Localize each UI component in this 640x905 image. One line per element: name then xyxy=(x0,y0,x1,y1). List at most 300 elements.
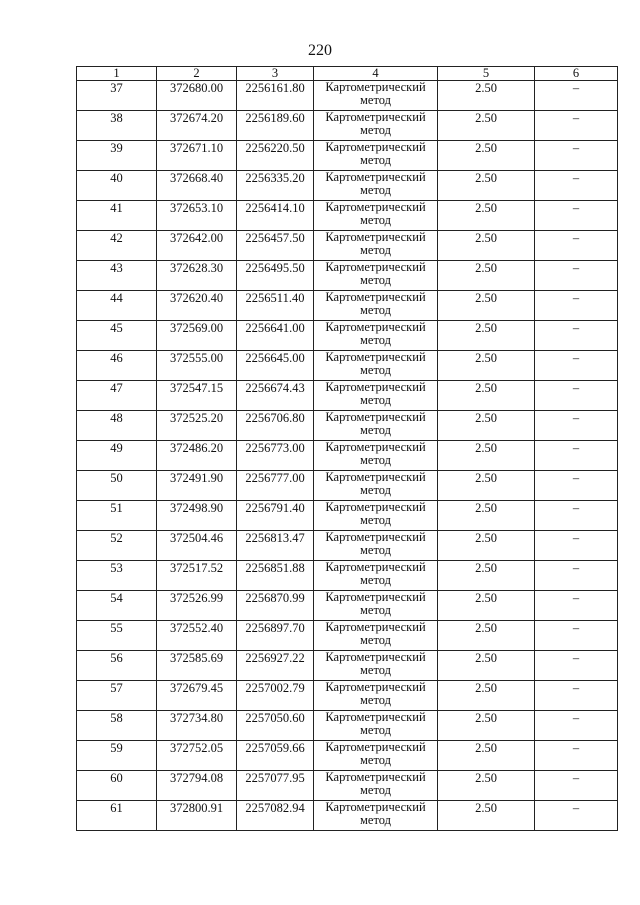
note-cell xyxy=(535,471,618,501)
method-label-line2: метод xyxy=(359,243,391,257)
x-coordinate-cell xyxy=(157,171,237,201)
note-cell xyxy=(535,621,618,651)
point-number-cell-text: 50 xyxy=(110,471,123,485)
point-number-cell xyxy=(77,141,157,171)
accuracy-cell xyxy=(438,171,535,201)
method-label-line2: метод xyxy=(359,183,391,197)
y-coordinate-cell xyxy=(237,561,314,591)
point-number-cell xyxy=(77,381,157,411)
point-number-cell-text: 51 xyxy=(110,501,123,515)
method-label-line2: метод xyxy=(359,543,391,557)
point-number-cell-text: 49 xyxy=(110,441,123,455)
accuracy-cell-text: 2.50 xyxy=(475,381,497,395)
table-row xyxy=(77,351,618,381)
accuracy-cell-text: 2.50 xyxy=(475,201,497,215)
y-coordinate-cell xyxy=(237,201,314,231)
table-row xyxy=(77,471,618,501)
accuracy-cell-text: 2.50 xyxy=(475,171,497,185)
point-number-cell-text: 52 xyxy=(110,531,123,545)
method-label-line1: Картометрический xyxy=(325,380,426,394)
x-coordinate-cell xyxy=(157,801,237,831)
column-header: 2 xyxy=(157,67,237,81)
accuracy-cell xyxy=(438,141,535,171)
note-cell xyxy=(535,801,618,831)
method-cell xyxy=(314,561,438,591)
accuracy-cell-text: 2.50 xyxy=(475,111,497,125)
point-number-cell-text: 55 xyxy=(110,621,123,635)
method-label-line1: Картометрический xyxy=(325,320,426,334)
point-number-cell xyxy=(77,531,157,561)
accuracy-cell-text: 2.50 xyxy=(475,321,497,335)
method-cell xyxy=(314,381,438,411)
y-coordinate-cell xyxy=(237,471,314,501)
x-coordinate-cell-text: 372752.05 xyxy=(169,741,224,755)
y-coordinate-cell xyxy=(237,681,314,711)
method-cell xyxy=(314,411,438,441)
x-coordinate-cell xyxy=(157,81,237,111)
y-coordinate-cell xyxy=(237,621,314,651)
point-number-cell-text: 54 xyxy=(110,591,123,605)
table-row xyxy=(77,651,618,681)
method-label-line2: метод xyxy=(359,393,391,407)
table-row xyxy=(77,561,618,591)
method-label-line2: метод xyxy=(359,213,391,227)
method-label-line1: Картометрический xyxy=(325,230,426,244)
method-label-line1: Картометрический xyxy=(325,650,426,664)
note-cell xyxy=(535,81,618,111)
point-number-cell-text: 59 xyxy=(110,741,123,755)
x-coordinate-cell xyxy=(157,651,237,681)
x-coordinate-cell-text: 372680.00 xyxy=(169,81,224,95)
y-coordinate-cell-text: 2256161.80 xyxy=(245,81,305,95)
y-coordinate-cell-text: 2256414.10 xyxy=(245,201,305,215)
note-cell xyxy=(535,501,618,531)
point-number-cell-text: 60 xyxy=(110,771,123,785)
x-coordinate-cell-text: 372628.30 xyxy=(169,261,224,275)
x-coordinate-cell-text: 372668.40 xyxy=(169,171,224,185)
x-coordinate-cell xyxy=(157,441,237,471)
x-coordinate-cell-text: 372569.00 xyxy=(169,321,224,335)
y-coordinate-cell xyxy=(237,651,314,681)
y-coordinate-cell-text: 2257002.79 xyxy=(245,681,305,695)
method-cell xyxy=(314,711,438,741)
point-number-cell-text: 61 xyxy=(110,801,123,815)
point-number-cell xyxy=(77,291,157,321)
x-coordinate-cell-text: 372526.99 xyxy=(169,591,224,605)
note-cell xyxy=(535,681,618,711)
method-label-line1: Картометрический xyxy=(325,290,426,304)
y-coordinate-cell-text: 2257059.66 xyxy=(245,741,305,755)
table-row xyxy=(77,261,618,291)
accuracy-cell-text: 2.50 xyxy=(475,591,497,605)
x-coordinate-cell-text: 372498.90 xyxy=(169,501,224,515)
accuracy-cell-text: 2.50 xyxy=(475,711,497,725)
accuracy-cell-text: 2.50 xyxy=(475,621,497,635)
point-number-cell xyxy=(77,621,157,651)
x-coordinate-cell xyxy=(157,231,237,261)
method-label-line2: метод xyxy=(359,483,391,497)
x-coordinate-cell xyxy=(157,321,237,351)
point-number-cell-text: 37 xyxy=(110,81,123,95)
note-cell-text: – xyxy=(572,171,580,185)
method-cell xyxy=(314,231,438,261)
y-coordinate-cell xyxy=(237,501,314,531)
accuracy-cell-text: 2.50 xyxy=(475,771,497,785)
method-label-line2: метод xyxy=(359,633,391,647)
y-coordinate-cell xyxy=(237,591,314,621)
y-coordinate-cell xyxy=(237,111,314,141)
table-row xyxy=(77,411,618,441)
accuracy-cell xyxy=(438,801,535,831)
point-number-cell xyxy=(77,81,157,111)
accuracy-cell xyxy=(438,201,535,231)
y-coordinate-cell xyxy=(237,411,314,441)
accuracy-cell xyxy=(438,621,535,651)
y-coordinate-cell xyxy=(237,381,314,411)
accuracy-cell-text: 2.50 xyxy=(475,231,497,245)
x-coordinate-cell xyxy=(157,531,237,561)
x-coordinate-cell-text: 372674.20 xyxy=(169,111,224,125)
point-number-cell-text: 40 xyxy=(110,171,123,185)
point-number-cell-text: 47 xyxy=(110,381,123,395)
method-label-line2: метод xyxy=(359,693,391,707)
note-cell xyxy=(535,411,618,441)
x-coordinate-cell-text: 372585.69 xyxy=(169,651,224,665)
note-cell-text: – xyxy=(572,711,580,725)
note-cell-text: – xyxy=(572,411,580,425)
method-cell xyxy=(314,261,438,291)
note-cell-text: – xyxy=(572,261,580,275)
x-coordinate-cell-text: 372671.10 xyxy=(169,141,224,155)
table-row xyxy=(77,531,618,561)
method-label-line2: метод xyxy=(359,423,391,437)
method-cell xyxy=(314,501,438,531)
accuracy-cell-text: 2.50 xyxy=(475,801,497,815)
note-cell xyxy=(535,741,618,771)
accuracy-cell xyxy=(438,471,535,501)
accuracy-cell-text: 2.50 xyxy=(475,681,497,695)
method-label-line1: Картометрический xyxy=(325,500,426,514)
method-label-line2: метод xyxy=(359,513,391,527)
point-number-cell xyxy=(77,231,157,261)
y-coordinate-cell-text: 2256927.22 xyxy=(245,651,305,665)
method-cell xyxy=(314,801,438,831)
method-cell xyxy=(314,681,438,711)
accuracy-cell-text: 2.50 xyxy=(475,351,497,365)
table-row xyxy=(77,111,618,141)
method-cell xyxy=(314,141,438,171)
method-cell xyxy=(314,441,438,471)
y-coordinate-cell xyxy=(237,321,314,351)
point-number-cell-text: 46 xyxy=(110,351,123,365)
accuracy-cell-text: 2.50 xyxy=(475,81,497,95)
column-header: 6 xyxy=(535,67,618,81)
accuracy-cell xyxy=(438,441,535,471)
y-coordinate-cell-text: 2256645.00 xyxy=(245,351,305,365)
y-coordinate-cell xyxy=(237,741,314,771)
column-number-row xyxy=(77,67,618,81)
method-label-line2: метод xyxy=(359,603,391,617)
method-label-line1: Картометрический xyxy=(325,260,426,274)
y-coordinate-cell-text: 2256641.00 xyxy=(245,321,305,335)
x-coordinate-cell-text: 372547.15 xyxy=(169,381,224,395)
point-number-cell-text: 57 xyxy=(110,681,123,695)
point-number-cell-text: 43 xyxy=(110,261,123,275)
note-cell xyxy=(535,651,618,681)
note-cell-text: – xyxy=(572,441,580,455)
column-header: 5 xyxy=(438,67,535,81)
accuracy-cell-text: 2.50 xyxy=(475,411,497,425)
method-label-line1: Картометрический xyxy=(325,620,426,634)
y-coordinate-cell-text: 2256495.50 xyxy=(245,261,305,275)
method-label-line2: метод xyxy=(359,783,391,797)
note-cell-text: – xyxy=(572,471,580,485)
x-coordinate-cell xyxy=(157,411,237,441)
x-coordinate-cell-text: 372734.80 xyxy=(169,711,224,725)
accuracy-cell xyxy=(438,351,535,381)
method-cell xyxy=(314,471,438,501)
method-label-line1: Картометрический xyxy=(325,440,426,454)
y-coordinate-cell xyxy=(237,261,314,291)
method-label-line1: Картометрический xyxy=(325,140,426,154)
table-row xyxy=(77,741,618,771)
y-coordinate-cell-text: 2257077.95 xyxy=(245,771,305,785)
y-coordinate-cell-text: 2256897.70 xyxy=(245,621,305,635)
method-label-line2: метод xyxy=(359,93,391,107)
accuracy-cell xyxy=(438,501,535,531)
accuracy-cell-text: 2.50 xyxy=(475,501,497,515)
method-label-line2: метод xyxy=(359,273,391,287)
note-cell xyxy=(535,561,618,591)
point-number-cell xyxy=(77,321,157,351)
method-cell xyxy=(314,291,438,321)
accuracy-cell xyxy=(438,261,535,291)
point-number-cell-text: 38 xyxy=(110,111,123,125)
method-label-line2: метод xyxy=(359,723,391,737)
method-label-line1: Картометрический xyxy=(325,710,426,724)
method-cell xyxy=(314,651,438,681)
y-coordinate-cell-text: 2256189.60 xyxy=(245,111,305,125)
method-cell xyxy=(314,591,438,621)
accuracy-cell xyxy=(438,531,535,561)
x-coordinate-cell xyxy=(157,111,237,141)
method-cell xyxy=(314,321,438,351)
column-header: 3 xyxy=(237,67,314,81)
x-coordinate-cell xyxy=(157,681,237,711)
x-coordinate-cell xyxy=(157,291,237,321)
note-cell xyxy=(535,381,618,411)
table-row xyxy=(77,621,618,651)
accuracy-cell-text: 2.50 xyxy=(475,261,497,275)
note-cell-text: – xyxy=(572,651,580,665)
accuracy-cell xyxy=(438,321,535,351)
point-number-cell-text: 45 xyxy=(110,321,123,335)
x-coordinate-cell-text: 372800.91 xyxy=(169,801,224,815)
note-cell xyxy=(535,231,618,261)
note-cell-text: – xyxy=(572,231,580,245)
accuracy-cell-text: 2.50 xyxy=(475,291,497,305)
y-coordinate-cell-text: 2256851.88 xyxy=(245,561,305,575)
y-coordinate-cell xyxy=(237,141,314,171)
accuracy-cell-text: 2.50 xyxy=(475,531,497,545)
x-coordinate-cell-text: 372555.00 xyxy=(169,351,224,365)
y-coordinate-cell-text: 2256870.99 xyxy=(245,591,305,605)
method-label-line1: Картометрический xyxy=(325,530,426,544)
table-row xyxy=(77,501,618,531)
point-number-cell xyxy=(77,171,157,201)
note-cell-text: – xyxy=(572,501,580,515)
x-coordinate-cell-text: 372642.00 xyxy=(169,231,224,245)
y-coordinate-cell-text: 2256335.20 xyxy=(245,171,305,185)
point-number-cell xyxy=(77,351,157,381)
method-label-line1: Картометрический xyxy=(325,800,426,814)
y-coordinate-cell-text: 2256674.43 xyxy=(245,381,305,395)
point-number-cell xyxy=(77,111,157,141)
note-cell xyxy=(535,141,618,171)
x-coordinate-cell-text: 372517.52 xyxy=(169,561,224,575)
accuracy-cell xyxy=(438,711,535,741)
point-number-cell-text: 41 xyxy=(110,201,123,215)
table-row xyxy=(77,591,618,621)
method-label-line1: Картометрический xyxy=(325,770,426,784)
y-coordinate-cell-text: 2256706.80 xyxy=(245,411,305,425)
method-label-line1: Картометрический xyxy=(325,80,426,94)
method-label-line2: метод xyxy=(359,123,391,137)
x-coordinate-cell-text: 372552.40 xyxy=(169,621,224,635)
y-coordinate-cell xyxy=(237,231,314,261)
note-cell xyxy=(535,711,618,741)
point-number-cell xyxy=(77,501,157,531)
note-cell xyxy=(535,591,618,621)
method-cell xyxy=(314,201,438,231)
point-number-cell xyxy=(77,411,157,441)
point-number-cell xyxy=(77,711,157,741)
point-number-cell xyxy=(77,561,157,591)
point-number-cell xyxy=(77,591,157,621)
point-number-cell-text: 53 xyxy=(110,561,123,575)
y-coordinate-cell-text: 2256457.50 xyxy=(245,231,305,245)
y-coordinate-cell xyxy=(237,441,314,471)
y-coordinate-cell-text: 2257050.60 xyxy=(245,711,305,725)
method-label-line1: Картометрический xyxy=(325,170,426,184)
method-cell xyxy=(314,741,438,771)
y-coordinate-cell xyxy=(237,711,314,741)
note-cell-text: – xyxy=(572,321,580,335)
method-cell xyxy=(314,171,438,201)
point-number-cell-text: 44 xyxy=(110,291,123,305)
accuracy-cell xyxy=(438,651,535,681)
point-number-cell-text: 39 xyxy=(110,141,123,155)
method-label-line2: метод xyxy=(359,303,391,317)
method-cell xyxy=(314,621,438,651)
note-cell xyxy=(535,351,618,381)
x-coordinate-cell xyxy=(157,501,237,531)
table-row xyxy=(77,81,618,111)
accuracy-cell xyxy=(438,681,535,711)
method-label-line2: метод xyxy=(359,363,391,377)
method-label-line2: метод xyxy=(359,153,391,167)
y-coordinate-cell-text: 2256791.40 xyxy=(245,501,305,515)
note-cell xyxy=(535,321,618,351)
method-label-line2: метод xyxy=(359,663,391,677)
method-cell xyxy=(314,111,438,141)
method-label-line1: Картометрический xyxy=(325,200,426,214)
x-coordinate-cell xyxy=(157,141,237,171)
note-cell-text: – xyxy=(572,561,580,575)
y-coordinate-cell xyxy=(237,771,314,801)
method-label-line2: метод xyxy=(359,453,391,467)
x-coordinate-cell xyxy=(157,771,237,801)
y-coordinate-cell xyxy=(237,291,314,321)
column-header: 4 xyxy=(314,67,438,81)
accuracy-cell-text: 2.50 xyxy=(475,561,497,575)
point-number-cell xyxy=(77,651,157,681)
x-coordinate-cell-text: 372525.20 xyxy=(169,411,224,425)
accuracy-cell xyxy=(438,81,535,111)
y-coordinate-cell-text: 2256777.00 xyxy=(245,471,305,485)
method-label-line1: Картометрический xyxy=(325,560,426,574)
point-number-cell xyxy=(77,471,157,501)
point-number-cell xyxy=(77,771,157,801)
x-coordinate-cell xyxy=(157,471,237,501)
accuracy-cell xyxy=(438,591,535,621)
x-coordinate-cell-text: 372491.90 xyxy=(169,471,224,485)
accuracy-cell xyxy=(438,381,535,411)
y-coordinate-cell-text: 2256813.47 xyxy=(245,531,305,545)
y-coordinate-cell-text: 2256511.40 xyxy=(245,291,305,305)
note-cell xyxy=(535,261,618,291)
x-coordinate-cell-text: 372504.46 xyxy=(169,531,224,545)
coordinates-table xyxy=(76,66,618,831)
note-cell xyxy=(535,291,618,321)
method-label-line1: Картометрический xyxy=(325,350,426,364)
method-cell xyxy=(314,771,438,801)
note-cell-text: – xyxy=(572,141,580,155)
x-coordinate-cell-text: 372486.20 xyxy=(169,441,224,455)
method-label-line1: Картометрический xyxy=(325,740,426,754)
table-row xyxy=(77,141,618,171)
note-cell xyxy=(535,771,618,801)
method-cell xyxy=(314,81,438,111)
table-row xyxy=(77,201,618,231)
x-coordinate-cell-text: 372653.10 xyxy=(169,201,224,215)
note-cell-text: – xyxy=(572,801,580,815)
method-label-line1: Картометрический xyxy=(325,680,426,694)
method-label-line2: метод xyxy=(359,573,391,587)
point-number-cell xyxy=(77,201,157,231)
x-coordinate-cell xyxy=(157,621,237,651)
accuracy-cell xyxy=(438,771,535,801)
accuracy-cell xyxy=(438,741,535,771)
point-number-cell xyxy=(77,681,157,711)
x-coordinate-cell xyxy=(157,711,237,741)
accuracy-cell-text: 2.50 xyxy=(475,441,497,455)
y-coordinate-cell-text: 2256220.50 xyxy=(245,141,305,155)
table-row xyxy=(77,381,618,411)
method-label-line2: метод xyxy=(359,753,391,767)
table-row xyxy=(77,711,618,741)
note-cell-text: – xyxy=(572,621,580,635)
method-label-line1: Картометрический xyxy=(325,590,426,604)
point-number-cell xyxy=(77,261,157,291)
x-coordinate-cell-text: 372620.40 xyxy=(169,291,224,305)
x-coordinate-cell xyxy=(157,351,237,381)
method-label-line1: Картометрический xyxy=(325,470,426,484)
point-number-cell-text: 42 xyxy=(110,231,123,245)
accuracy-cell-text: 2.50 xyxy=(475,741,497,755)
x-coordinate-cell-text: 372794.08 xyxy=(169,771,224,785)
note-cell xyxy=(535,441,618,471)
